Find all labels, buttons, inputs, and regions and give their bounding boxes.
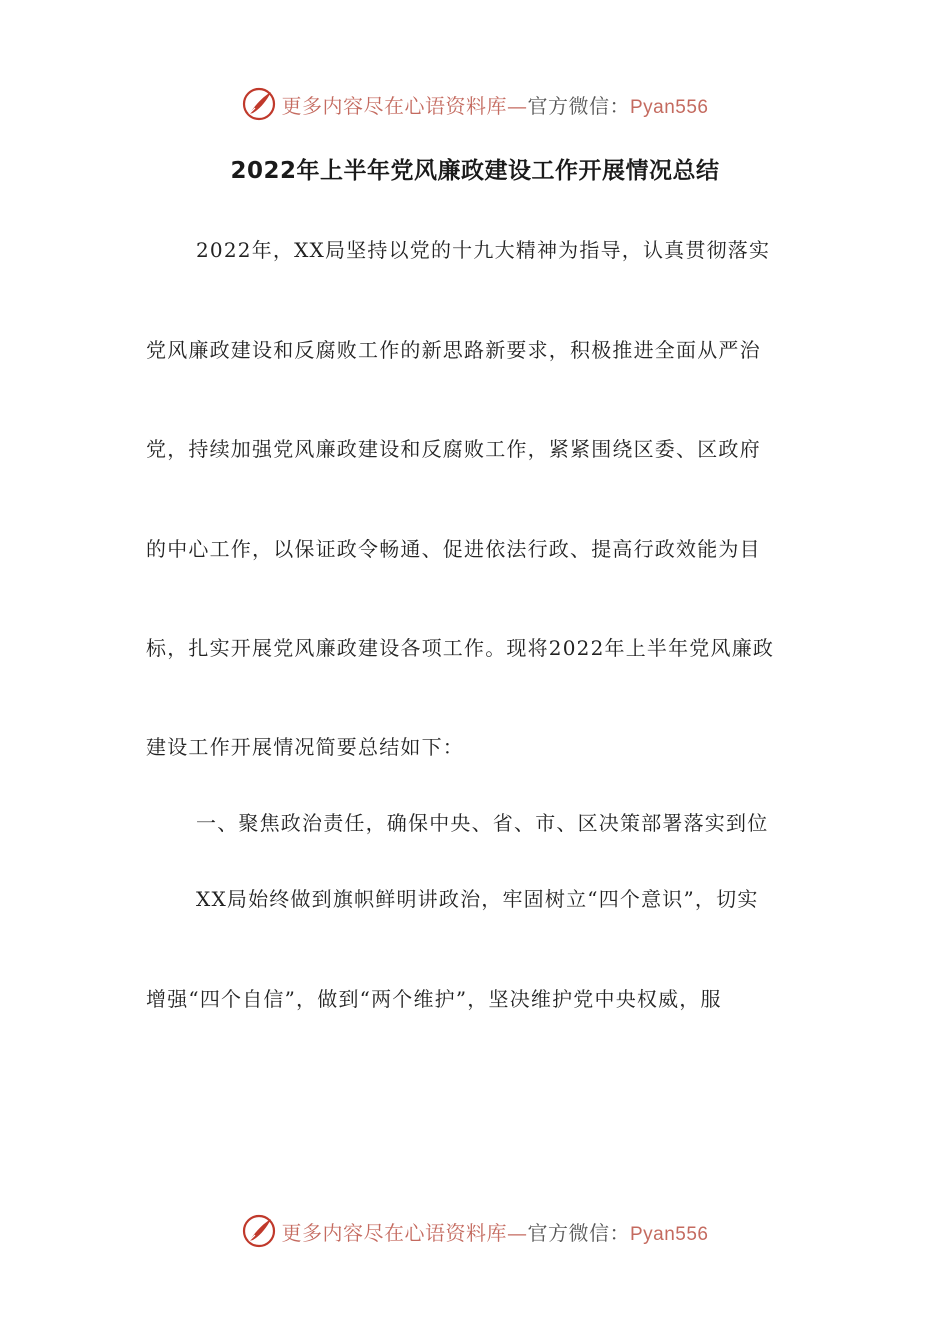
document-title: 2022年上半年党风廉政建设工作开展情况总结 xyxy=(230,158,720,184)
watermark-text: 更多内容尽在心语资料库—官方微信：Pyan556 xyxy=(281,93,709,118)
section-heading: 一、聚焦政治责任，确保中央、省、市、区决策部署落实到位 xyxy=(196,811,769,835)
paragraph-line: 的中心工作，以保证政令畅通、促进依法行政、提高行政效能为目 xyxy=(146,537,761,561)
quill-pen-icon xyxy=(241,86,277,122)
quill-pen-icon xyxy=(241,1213,277,1249)
paragraph-line: 标，扎实开展党风廉政建设各项工作。现将2022年上半年党风廉政 xyxy=(146,636,775,660)
paragraph-line: 增强“四个自信”，做到“两个维护”，坚决维护党中央权威，服 xyxy=(146,987,722,1011)
header-watermark xyxy=(0,84,950,124)
paragraph-line: 党风廉政建设和反腐败工作的新思路新要求，积极推进全面从严治 xyxy=(146,338,761,362)
watermark-text: 更多内容尽在心语资料库—官方微信：Pyan556 xyxy=(281,1220,709,1245)
paragraph-line: 党，持续加强党风廉政建设和反腐败工作，紧紧围绕区委、区政府 xyxy=(146,437,761,461)
paragraph-line: 建设工作开展情况简要总结如下： xyxy=(146,735,464,759)
footer-watermark xyxy=(0,1211,950,1251)
paragraph-line: 2022年，XX局坚持以党的十九大精神为指导，认真贯彻落实 xyxy=(196,238,771,262)
paragraph-line: XX局始终做到旗帜鲜明讲政治，牢固树立“四个意识”，切实 xyxy=(196,887,759,911)
